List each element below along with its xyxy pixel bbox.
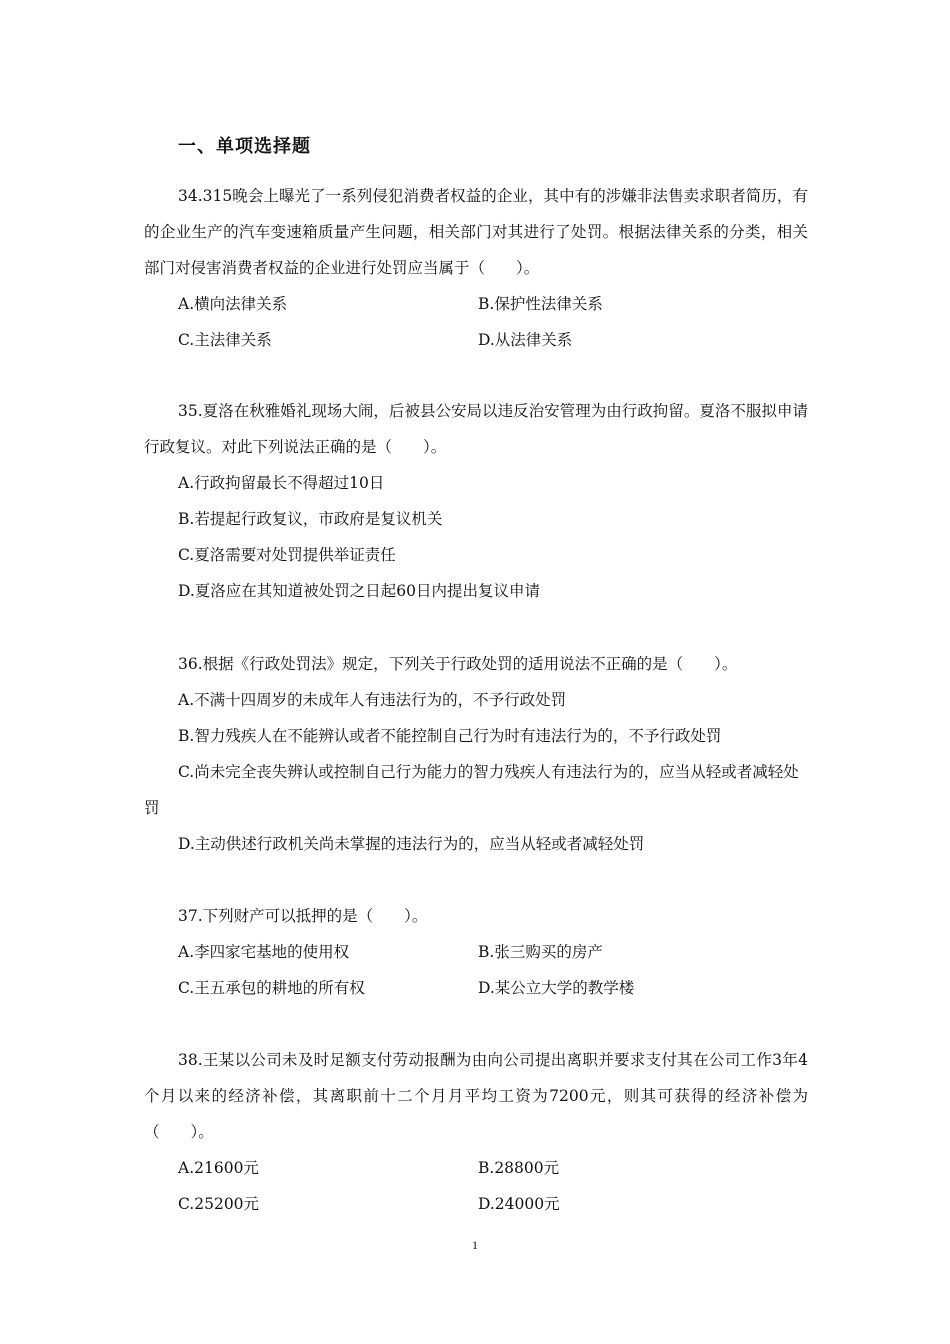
section-title: 一、单项选择题 — [178, 136, 311, 157]
option-c: C.王五承包的耕地的所有权 — [178, 979, 365, 997]
question-stem: 38.王某以公司未及时足额支付劳动报酬为由向公司提出离职并要求支付其在公司工作3年4个月以来的经济补偿，其离职前十二个月月平均工资为7200元，则其可获得的经济补偿为（ ）。 — [144, 1051, 808, 1141]
option-b: B.28800元 — [478, 1159, 560, 1177]
option-d: D.24000元 — [478, 1195, 560, 1213]
question-stem: 37.下列财产可以抵押的是（ ）。 — [178, 907, 428, 925]
option-d: D.夏洛应在其知道被处罚之日起60日内提出复议申请 — [178, 582, 541, 600]
option-c: C.主法律关系 — [178, 331, 272, 349]
options-grid — [144, 1150, 808, 1222]
option-c: C.尚未完全丧失辨认或控制自己行为能力的智力残疾人有违法行为的，应当从轻或者减轻处罚 — [144, 763, 799, 817]
question-38 — [144, 1042, 808, 1222]
option-d: D.主动供述行政机关尚未掌握的违法行为的，应当从轻或者减轻处罚 — [178, 835, 645, 853]
option-a: A.行政拘留最长不得超过10日 — [178, 474, 385, 492]
option-b: B.若提起行政复议，市政府是复议机关 — [178, 510, 443, 528]
option-a: A.横向法律关系 — [178, 295, 288, 313]
option-b: B.保护性法律关系 — [478, 295, 603, 313]
option-d: D.从法律关系 — [478, 331, 573, 349]
options-grid — [144, 934, 808, 1006]
question-35 — [144, 393, 808, 609]
question-stem: 34.315晚会上曝光了一系列侵犯消费者权益的企业，其中有的涉嫌非法售卖求职者简历，有的企业生产的汽车变速箱质量产生问题，相关部门对其进行了处罚。根据法律关系的分类，相关部门对侵害消费者权益的企业进行处罚应当属于（ ）。 — [144, 187, 808, 277]
page-number: 1 — [472, 1238, 478, 1252]
option-a: A.21600元 — [178, 1159, 259, 1177]
option-a: A.不满十四周岁的未成年人有违法行为的，不予行政处罚 — [178, 691, 567, 709]
option-b: B.智力残疾人在不能辨认或者不能控制自己行为时有违法行为的，不予行政处罚 — [178, 727, 722, 745]
option-a: A.李四家宅基地的使用权 — [178, 943, 350, 961]
question-36 — [144, 646, 808, 862]
options-grid — [144, 286, 808, 358]
question-stem: 35.夏洛在秋雅婚礼现场大闹，后被县公安局以违反治安管理为由行政拘留。夏洛不服拟申请行政复议。对此下列说法正确的是（ ）。 — [144, 402, 808, 456]
option-b: B.张三购买的房产 — [478, 943, 603, 961]
option-c: C.25200元 — [178, 1195, 260, 1213]
option-c: C.夏洛需要对处罚提供举证责任 — [178, 546, 396, 564]
question-stem: 36.根据《行政处罚法》规定，下列关于行政处罚的适用说法不正确的是（ ）。 — [178, 655, 738, 673]
question-34 — [144, 178, 808, 358]
question-37 — [144, 898, 808, 1006]
option-d: D.某公立大学的教学楼 — [478, 979, 635, 997]
